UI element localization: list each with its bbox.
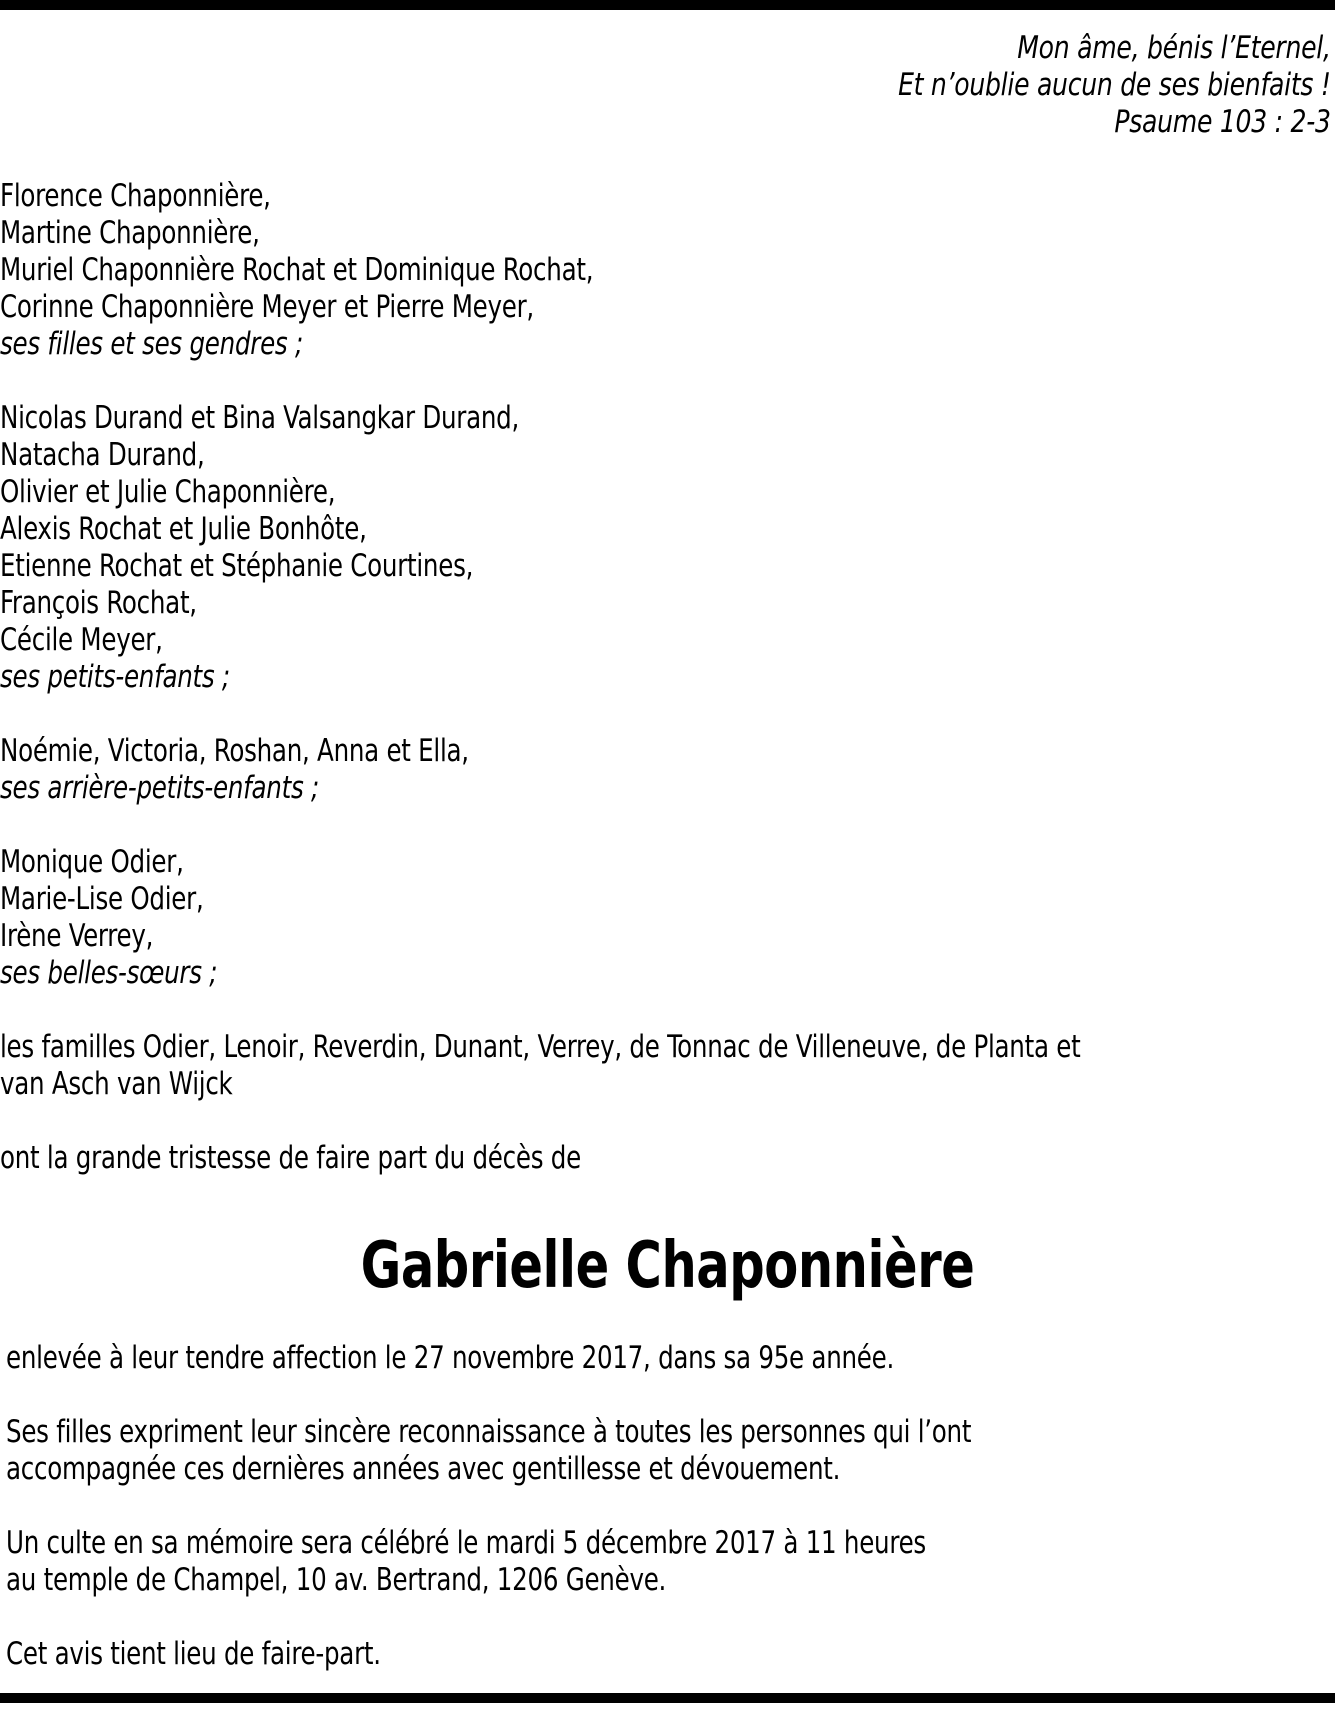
family-member: Olivier et Julie Chaponnière,	[0, 474, 336, 510]
service-line-1: Un culte en sa mémoire sera célébré le mardi 5 décembre 2017 à 11 heures	[6, 1525, 926, 1561]
epigraph-reference: Psaume 103 : 2-3	[1114, 104, 1331, 140]
closing-text	[6, 1340, 1317, 1710]
announcement-text: ont la grande tristesse de faire part du décès de	[0, 1140, 581, 1176]
epigraph-line-2: Et n’oublie aucun de ses bienfaits !	[898, 67, 1331, 103]
families-line-2: van Asch van Wijck	[0, 1066, 233, 1102]
family-member: Corinne Chaponnière Meyer et Pierre Meyer,	[0, 289, 534, 325]
great-grandchildren-block	[0, 733, 1311, 807]
notice-text: Cet avis tient lieu de faire-part.	[6, 1636, 381, 1672]
relation-label: ses arrière-petits-enfants ;	[0, 770, 320, 806]
epigraph	[898, 30, 1331, 141]
family-list	[0, 178, 1311, 1214]
family-member: Irène Verrey,	[0, 918, 154, 954]
family-member: Marie-Lise Odier,	[0, 881, 204, 917]
epigraph-line-1: Mon âme, bénis l’Eternel,	[1017, 30, 1331, 66]
relation-label: ses belles-sœurs ;	[0, 955, 218, 991]
family-member: Noémie, Victoria, Roshan, Anna et Ella,	[0, 733, 469, 769]
thanks-line-1: Ses filles expriment leur sincère reconnaissance à toutes les personnes qui l’ont	[6, 1414, 972, 1450]
families-block	[0, 1029, 1311, 1103]
family-member: Muriel Chaponnière Rochat et Dominique Rochat,	[0, 252, 594, 288]
passing-text: enlevée à leur tendre affection le 27 novembre 2017, dans sa 95e année.	[6, 1340, 895, 1376]
deceased-name: Gabrielle Chaponnière	[360, 1229, 975, 1303]
families-line-1: les familles Odier, Lenoir, Reverdin, Dunant, Verrey, de Tonnac de Villeneuve, de Planta et	[0, 1029, 1081, 1065]
family-member: Natacha Durand,	[0, 437, 205, 473]
family-member: Cécile Meyer,	[0, 622, 163, 658]
top-border-rule	[0, 0, 1335, 10]
service-line-2: au temple de Champel, 10 av. Bertrand, 1206 Genève.	[6, 1562, 667, 1598]
service-paragraph	[6, 1525, 1317, 1599]
thanks-paragraph	[6, 1414, 1317, 1488]
grandchildren-block	[0, 400, 1311, 696]
family-member: François Rochat,	[0, 585, 197, 621]
family-member: Nicolas Durand et Bina Valsangkar Durand,	[0, 400, 520, 436]
daughters-block	[0, 178, 1311, 363]
thanks-line-2: accompagnée ces dernières années avec gentillesse et dévouement.	[6, 1451, 841, 1487]
family-member: Florence Chaponnière,	[0, 178, 271, 214]
relation-label: ses filles et ses gendres ;	[0, 326, 303, 362]
announcement	[0, 1140, 1311, 1177]
sisters-in-law-block	[0, 844, 1311, 992]
family-member: Martine Chaponnière,	[0, 215, 260, 251]
bottom-border-rule	[0, 1693, 1335, 1703]
passing-paragraph	[6, 1340, 1317, 1377]
family-member: Monique Odier,	[0, 844, 184, 880]
notice-paragraph	[6, 1636, 1317, 1673]
relation-label: ses petits-enfants ;	[0, 659, 230, 695]
family-member: Alexis Rochat et Julie Bonhôte,	[0, 511, 367, 547]
family-member: Etienne Rochat et Stéphanie Courtines,	[0, 548, 474, 584]
